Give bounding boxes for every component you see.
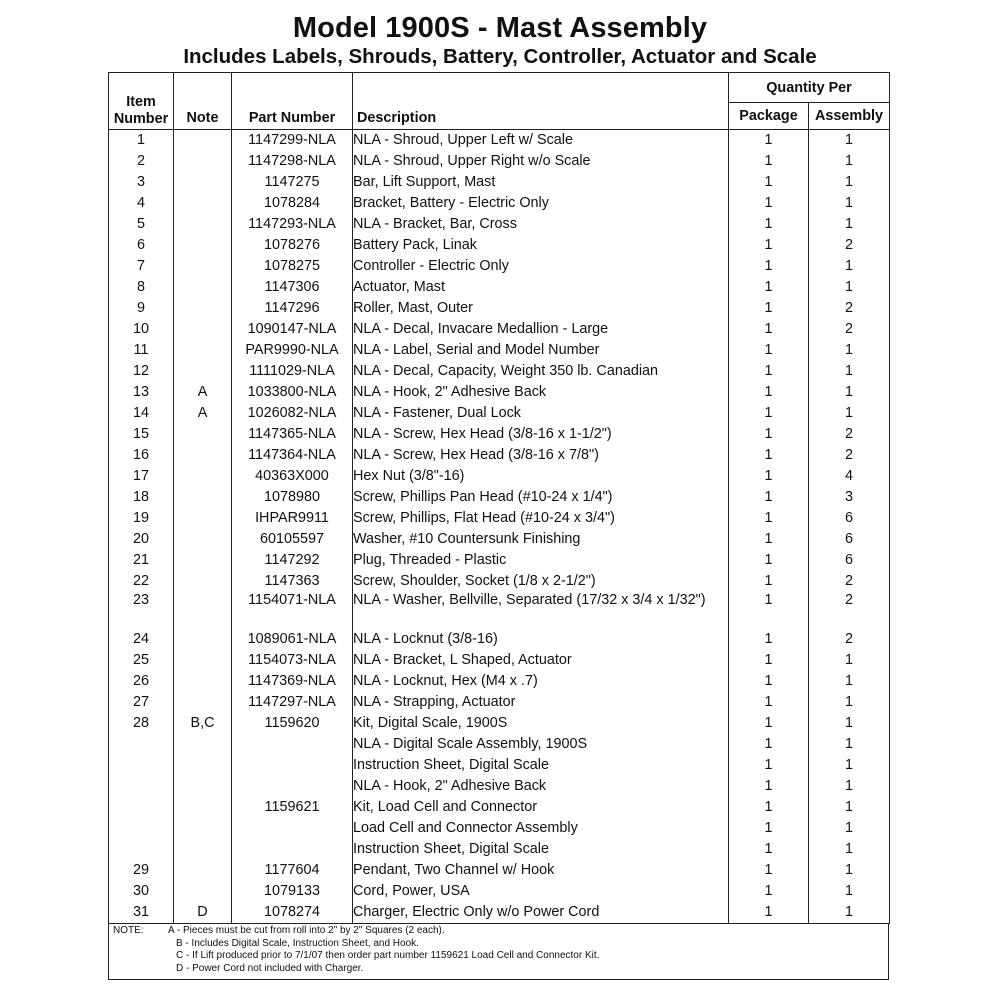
part-number-cell: 1147369-NLA xyxy=(232,671,353,692)
note-cell xyxy=(174,235,232,256)
note-cell xyxy=(174,277,232,298)
assembly-qty-cell: 1 xyxy=(809,713,890,734)
description-cell: NLA - Shroud, Upper Right w/o Scale xyxy=(353,151,729,172)
note-cell xyxy=(174,340,232,361)
assembly-qty-cell: 1 xyxy=(809,193,890,214)
note-d: D - Power Cord not included with Charger. xyxy=(176,962,364,974)
package-qty-cell: 1 xyxy=(729,692,809,713)
item-number-cell xyxy=(109,734,174,755)
note-cell xyxy=(174,319,232,340)
table-row xyxy=(109,508,890,529)
package-qty-cell: 1 xyxy=(729,214,809,235)
assembly-qty-cell: 1 xyxy=(809,340,890,361)
package-qty-cell: 1 xyxy=(729,382,809,403)
header-note: Note xyxy=(174,73,232,130)
part-number-cell: 1159621 xyxy=(232,797,353,818)
item-number-cell: 3 xyxy=(109,172,174,193)
description-cell: Pendant, Two Channel w/ Hook xyxy=(353,860,729,881)
table-row xyxy=(109,130,890,152)
description-cell: Plug, Threaded - Plastic xyxy=(353,550,729,571)
description-cell: Actuator, Mast xyxy=(353,277,729,298)
description-cell: NLA - Locknut (3/8-16) xyxy=(353,629,729,650)
package-qty-cell: 1 xyxy=(729,881,809,902)
package-qty-cell: 1 xyxy=(729,172,809,193)
assembly-qty-cell: 1 xyxy=(809,650,890,671)
note-cell xyxy=(174,629,232,650)
assembly-qty-cell: 1 xyxy=(809,734,890,755)
package-qty-cell: 1 xyxy=(729,487,809,508)
item-number-cell: 22 xyxy=(109,571,174,592)
note-cell xyxy=(174,193,232,214)
table-row xyxy=(109,650,890,671)
package-qty-cell: 1 xyxy=(729,734,809,755)
assembly-qty-cell: 2 xyxy=(809,298,890,319)
part-number-cell: 1078274 xyxy=(232,902,353,924)
description-cell: Instruction Sheet, Digital Scale xyxy=(353,839,729,860)
note-cell xyxy=(174,692,232,713)
description-cell: Hex Nut (3/8"-16) xyxy=(353,466,729,487)
table-row xyxy=(109,361,890,382)
assembly-qty-cell: 1 xyxy=(809,902,890,924)
item-number-cell: 5 xyxy=(109,214,174,235)
table-row xyxy=(109,734,890,755)
assembly-qty-cell: 2 xyxy=(809,424,890,445)
note-cell xyxy=(174,466,232,487)
notes-label: NOTE: xyxy=(113,925,144,936)
description-cell: NLA - Decal, Capacity, Weight 350 lb. Canadian xyxy=(353,361,729,382)
description-cell: NLA - Shroud, Upper Left w/ Scale xyxy=(353,130,729,152)
part-number-cell: 1177604 xyxy=(232,860,353,881)
description-cell: NLA - Screw, Hex Head (3/8-16 x 1-1/2") xyxy=(353,424,729,445)
assembly-qty-cell: 1 xyxy=(809,361,890,382)
item-number-cell: 21 xyxy=(109,550,174,571)
description-cell: Instruction Sheet, Digital Scale xyxy=(353,755,729,776)
description-cell: NLA - Hook, 2" Adhesive Back xyxy=(353,382,729,403)
table-row xyxy=(109,403,890,424)
item-number-cell: 16 xyxy=(109,445,174,466)
part-number-cell: 40363X000 xyxy=(232,466,353,487)
item-number-cell: 30 xyxy=(109,881,174,902)
note-cell xyxy=(174,571,232,592)
package-qty-cell: 1 xyxy=(729,713,809,734)
package-qty-cell: 1 xyxy=(729,629,809,650)
assembly-qty-cell: 6 xyxy=(809,529,890,550)
note-cell xyxy=(174,881,232,902)
item-number-cell: 29 xyxy=(109,860,174,881)
item-number-cell: 2 xyxy=(109,151,174,172)
table-row xyxy=(109,713,890,734)
item-number-cell xyxy=(109,839,174,860)
package-qty-cell: 1 xyxy=(729,319,809,340)
part-number-cell: 1147365-NLA xyxy=(232,424,353,445)
note-cell: B,C xyxy=(174,713,232,734)
item-number-cell: 31 xyxy=(109,902,174,924)
part-number-cell: PAR9990-NLA xyxy=(232,340,353,361)
part-number-cell: 1147364-NLA xyxy=(232,445,353,466)
assembly-qty-cell: 1 xyxy=(809,839,890,860)
table-row xyxy=(109,629,890,650)
note-cell: D xyxy=(174,902,232,924)
item-number-cell: 17 xyxy=(109,466,174,487)
description-cell: NLA - Bracket, Bar, Cross xyxy=(353,214,729,235)
table-row xyxy=(109,776,890,797)
note-cell xyxy=(174,860,232,881)
table-row xyxy=(109,839,890,860)
item-number-cell xyxy=(109,755,174,776)
package-qty-cell: 1 xyxy=(729,550,809,571)
note-cell xyxy=(174,256,232,277)
part-number-cell: 1078980 xyxy=(232,487,353,508)
item-number-cell: 20 xyxy=(109,529,174,550)
note-cell xyxy=(174,298,232,319)
assembly-qty-cell: 6 xyxy=(809,508,890,529)
item-number-cell: 4 xyxy=(109,193,174,214)
description-cell: Battery Pack, Linak xyxy=(353,235,729,256)
part-number-cell xyxy=(232,818,353,839)
item-number-cell: 24 xyxy=(109,629,174,650)
description-cell: NLA - Locknut, Hex (M4 x .7) xyxy=(353,671,729,692)
description-cell: NLA - Decal, Invacare Medallion - Large xyxy=(353,319,729,340)
table-row xyxy=(109,671,890,692)
note-c: C - If Lift produced prior to 7/1/07 then order part number 1159621 Load Cell and Connector Kit. xyxy=(176,950,600,961)
package-qty-cell: 1 xyxy=(729,256,809,277)
table-row xyxy=(109,755,890,776)
table-row xyxy=(109,881,890,902)
parts-table xyxy=(108,72,890,924)
description-cell: Load Cell and Connector Assembly xyxy=(353,818,729,839)
description-cell: Cord, Power, USA xyxy=(353,881,729,902)
item-number-cell: 25 xyxy=(109,650,174,671)
assembly-qty-cell: 1 xyxy=(809,151,890,172)
part-number-cell: IHPAR9911 xyxy=(232,508,353,529)
assembly-qty-cell: 1 xyxy=(809,382,890,403)
item-number-cell: 23 xyxy=(109,592,174,629)
part-number-cell: 1147298-NLA xyxy=(232,151,353,172)
header-package: Package xyxy=(729,103,809,130)
table-row xyxy=(109,319,890,340)
page-title: Model 1900S - Mast Assembly xyxy=(292,12,708,44)
table-row xyxy=(109,550,890,571)
package-qty-cell: 1 xyxy=(729,860,809,881)
table-row xyxy=(109,797,890,818)
description-cell: Kit, Digital Scale, 1900S xyxy=(353,713,729,734)
part-number-cell: 1078276 xyxy=(232,235,353,256)
assembly-qty-cell: 1 xyxy=(809,818,890,839)
item-number-cell: 10 xyxy=(109,319,174,340)
assembly-qty-cell: 4 xyxy=(809,466,890,487)
table-row xyxy=(109,592,890,629)
package-qty-cell: 1 xyxy=(729,776,809,797)
table-row xyxy=(109,692,890,713)
assembly-qty-cell: 1 xyxy=(809,214,890,235)
assembly-qty-cell: 2 xyxy=(809,629,890,650)
package-qty-cell: 1 xyxy=(729,298,809,319)
assembly-qty-cell: 1 xyxy=(809,403,890,424)
part-number-cell: 1078284 xyxy=(232,193,353,214)
note-cell xyxy=(174,650,232,671)
part-number-cell: 1147299-NLA xyxy=(232,130,353,152)
package-qty-cell: 1 xyxy=(729,818,809,839)
item-number-cell: 6 xyxy=(109,235,174,256)
item-number-cell: 18 xyxy=(109,487,174,508)
note-cell xyxy=(174,755,232,776)
part-number-cell: 1079133 xyxy=(232,881,353,902)
description-cell: NLA - Digital Scale Assembly, 1900S xyxy=(353,734,729,755)
package-qty-cell: 1 xyxy=(729,130,809,152)
assembly-qty-cell: 2 xyxy=(809,319,890,340)
part-number-cell xyxy=(232,755,353,776)
description-cell: Screw, Phillips Pan Head (#10-24 x 1/4") xyxy=(353,487,729,508)
part-number-cell: 1159620 xyxy=(232,713,353,734)
description-cell: Roller, Mast, Outer xyxy=(353,298,729,319)
package-qty-cell: 1 xyxy=(729,424,809,445)
table-row xyxy=(109,151,890,172)
note-cell xyxy=(174,839,232,860)
part-number-cell: 1154073-NLA xyxy=(232,650,353,671)
part-number-cell: 60105597 xyxy=(232,529,353,550)
note-cell xyxy=(174,508,232,529)
note-cell xyxy=(174,487,232,508)
package-qty-cell: 1 xyxy=(729,361,809,382)
item-number-cell: 7 xyxy=(109,256,174,277)
note-cell: A xyxy=(174,382,232,403)
part-number-cell: 1147293-NLA xyxy=(232,214,353,235)
package-qty-cell: 1 xyxy=(729,403,809,424)
table-row xyxy=(109,235,890,256)
part-number-cell: 1111029-NLA xyxy=(232,361,353,382)
note-cell xyxy=(174,592,232,629)
item-number-cell xyxy=(109,797,174,818)
assembly-qty-cell: 2 xyxy=(809,592,890,629)
package-qty-cell: 1 xyxy=(729,508,809,529)
package-qty-cell: 1 xyxy=(729,235,809,256)
package-qty-cell: 1 xyxy=(729,277,809,298)
assembly-qty-cell: 1 xyxy=(809,671,890,692)
part-number-cell: 1147306 xyxy=(232,277,353,298)
assembly-qty-cell: 1 xyxy=(809,172,890,193)
note-cell xyxy=(174,776,232,797)
table-row xyxy=(109,382,890,403)
part-number-cell: 1089061-NLA xyxy=(232,629,353,650)
description-cell: Bar, Lift Support, Mast xyxy=(353,172,729,193)
package-qty-cell: 1 xyxy=(729,193,809,214)
item-number-cell: 13 xyxy=(109,382,174,403)
note-cell xyxy=(174,130,232,152)
part-number-cell: 1154071-NLA xyxy=(232,592,353,629)
note-cell xyxy=(174,445,232,466)
table-row xyxy=(109,445,890,466)
table-row xyxy=(109,214,890,235)
package-qty-cell: 1 xyxy=(729,466,809,487)
assembly-qty-cell: 2 xyxy=(809,235,890,256)
item-number-cell: 9 xyxy=(109,298,174,319)
part-number-cell: 1147363 xyxy=(232,571,353,592)
package-qty-cell: 1 xyxy=(729,839,809,860)
description-cell: Screw, Phillips, Flat Head (#10-24 x 3/4") xyxy=(353,508,729,529)
package-qty-cell: 1 xyxy=(729,571,809,592)
note-cell xyxy=(174,361,232,382)
table-row xyxy=(109,529,890,550)
table-row xyxy=(109,571,890,592)
description-cell: NLA - Label, Serial and Model Number xyxy=(353,340,729,361)
table-row xyxy=(109,193,890,214)
assembly-qty-cell: 1 xyxy=(809,256,890,277)
description-cell: NLA - Hook, 2" Adhesive Back xyxy=(353,776,729,797)
item-number-cell xyxy=(109,818,174,839)
assembly-qty-cell: 1 xyxy=(809,776,890,797)
note-cell xyxy=(174,550,232,571)
part-number-cell: 1026082-NLA xyxy=(232,403,353,424)
part-number-cell xyxy=(232,839,353,860)
part-number-cell xyxy=(232,734,353,755)
note-cell xyxy=(174,818,232,839)
table-row xyxy=(109,860,890,881)
description-cell: Charger, Electric Only w/o Power Cord xyxy=(353,902,729,924)
table-row xyxy=(109,466,890,487)
item-number-cell: 15 xyxy=(109,424,174,445)
assembly-qty-cell: 2 xyxy=(809,445,890,466)
item-number-cell: 11 xyxy=(109,340,174,361)
part-number-cell: 1090147-NLA xyxy=(232,319,353,340)
table-row xyxy=(109,818,890,839)
notes-section xyxy=(108,924,889,980)
package-qty-cell: 1 xyxy=(729,592,809,629)
table-row xyxy=(109,172,890,193)
header-assembly: Assembly xyxy=(809,103,890,130)
description-cell: Washer, #10 Countersunk Finishing xyxy=(353,529,729,550)
package-qty-cell: 1 xyxy=(729,902,809,924)
item-number-cell: 26 xyxy=(109,671,174,692)
table-row xyxy=(109,298,890,319)
package-qty-cell: 1 xyxy=(729,755,809,776)
note-cell xyxy=(174,671,232,692)
assembly-qty-cell: 2 xyxy=(809,571,890,592)
assembly-qty-cell: 1 xyxy=(809,797,890,818)
part-number-cell: 1033800-NLA xyxy=(232,382,353,403)
package-qty-cell: 1 xyxy=(729,151,809,172)
page-subtitle: Includes Labels, Shrouds, Battery, Controller, Actuator and Scale xyxy=(183,45,817,68)
table-row xyxy=(109,340,890,361)
table-row xyxy=(109,256,890,277)
part-number-cell: 1147292 xyxy=(232,550,353,571)
item-number-cell xyxy=(109,776,174,797)
assembly-qty-cell: 1 xyxy=(809,860,890,881)
header-quantity-per: Quantity Per xyxy=(729,73,890,103)
note-cell: A xyxy=(174,403,232,424)
package-qty-cell: 1 xyxy=(729,529,809,550)
header-item-number: Item Number xyxy=(109,73,174,130)
part-number-cell: 1078275 xyxy=(232,256,353,277)
note-cell xyxy=(174,734,232,755)
assembly-qty-cell: 1 xyxy=(809,692,890,713)
item-number-cell: 12 xyxy=(109,361,174,382)
assembly-qty-cell: 1 xyxy=(809,755,890,776)
item-number-cell: 1 xyxy=(109,130,174,152)
package-qty-cell: 1 xyxy=(729,671,809,692)
note-cell xyxy=(174,214,232,235)
table-row xyxy=(109,902,890,924)
part-number-cell: 1147297-NLA xyxy=(232,692,353,713)
note-cell xyxy=(174,797,232,818)
part-number-cell: 1147296 xyxy=(232,298,353,319)
description-cell: NLA - Fastener, Dual Lock xyxy=(353,403,729,424)
package-qty-cell: 1 xyxy=(729,340,809,361)
note-a: A - Pieces must be cut from roll into 2" by 2" Squares (2 each). xyxy=(168,925,445,936)
item-number-cell: 27 xyxy=(109,692,174,713)
note-cell xyxy=(174,172,232,193)
package-qty-cell: 1 xyxy=(729,445,809,466)
description-cell: NLA - Washer, Bellville, Separated (17/32 x 3/4 x 1/32") xyxy=(353,592,729,629)
note-cell xyxy=(174,529,232,550)
assembly-qty-cell: 1 xyxy=(809,130,890,152)
part-number-cell xyxy=(232,776,353,797)
description-cell: Screw, Shoulder, Socket (1/8 x 2-1/2") xyxy=(353,571,729,592)
item-number-cell: 14 xyxy=(109,403,174,424)
header-part-number: Part Number xyxy=(232,73,353,130)
table-row xyxy=(109,424,890,445)
header-description: Description xyxy=(353,73,729,130)
package-qty-cell: 1 xyxy=(729,650,809,671)
description-cell: NLA - Bracket, L Shaped, Actuator xyxy=(353,650,729,671)
item-number-cell: 19 xyxy=(109,508,174,529)
table-row xyxy=(109,277,890,298)
table-row xyxy=(109,487,890,508)
note-cell xyxy=(174,424,232,445)
description-cell: Bracket, Battery - Electric Only xyxy=(353,193,729,214)
assembly-qty-cell: 1 xyxy=(809,277,890,298)
description-cell: NLA - Strapping, Actuator xyxy=(353,692,729,713)
part-number-cell: 1147275 xyxy=(232,172,353,193)
assembly-qty-cell: 3 xyxy=(809,487,890,508)
assembly-qty-cell: 1 xyxy=(809,881,890,902)
note-cell xyxy=(174,151,232,172)
assembly-qty-cell: 6 xyxy=(809,550,890,571)
parts-table-body xyxy=(109,130,890,924)
note-b: B - Includes Digital Scale, Instruction Sheet, and Hook. xyxy=(176,937,419,949)
package-qty-cell: 1 xyxy=(729,797,809,818)
description-cell: NLA - Screw, Hex Head (3/8-16 x 7/8") xyxy=(353,445,729,466)
description-cell: Kit, Load Cell and Connector xyxy=(353,797,729,818)
item-number-cell: 8 xyxy=(109,277,174,298)
description-cell: Controller - Electric Only xyxy=(353,256,729,277)
item-number-cell: 28 xyxy=(109,713,174,734)
